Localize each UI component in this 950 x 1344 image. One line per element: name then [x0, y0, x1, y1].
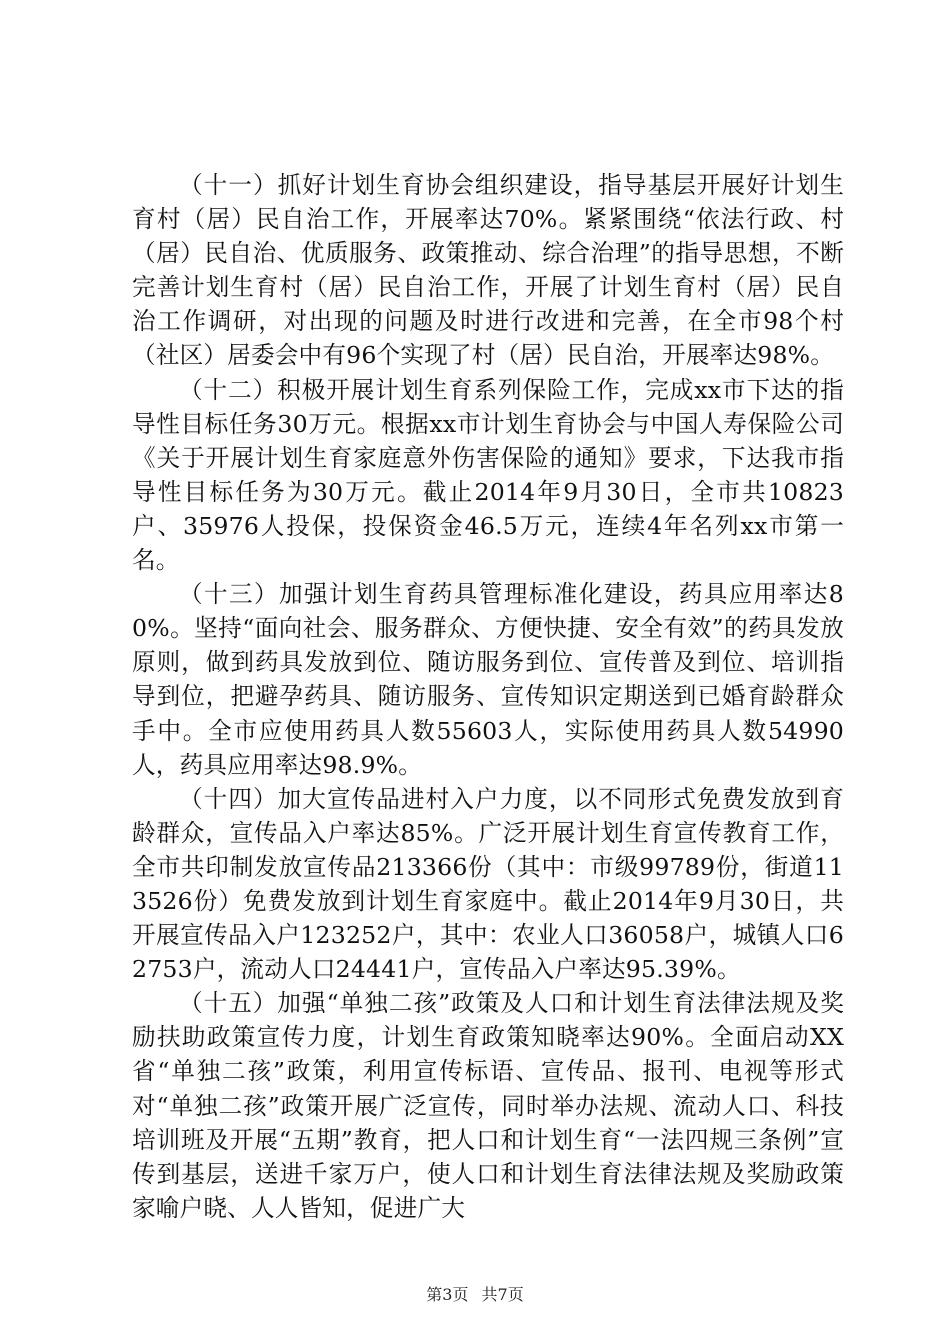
paragraph-12: （十二）积极开展计划生育系列保险工作，完成xx市下达的指导性目标任务30万元。根据xx市计划生育协会与中国人寿保险公司《关于开展计划生育家庭意外伤害保险的通知》要求，下达我市指导性目标任务为30万元。截止2014年9月30日，全市共10823户、35976人投保，投保资金46.5万元，连续4年名列xx市第一名。 — [132, 375, 844, 575]
paragraph-15: （十五）加强“单独二孩”政策及人口和计划生育法律法规及奖励扶助政策宣传力度，计划生育政策知晓率达90%。全面启动XX省“单独二孩”政策，利用宣传标语、宣传品、报刊、电视等形式对“单独二孩”政策开展广泛宣传，同时举办法规、流动人口、科技培训班及开展“五期”教育，把人口和计划生育“一法四规三条例”宣传到基层，送进千家万户，使人口和计划生育法律法规及奖励政策家喻户晓、人人皆知，促进广大 — [132, 989, 844, 1222]
document-body — [132, 168, 844, 1225]
page-number: 第3页 — [426, 1285, 469, 1304]
page-footer — [0, 1285, 950, 1305]
paragraph-11: （十一）抓好计划生育协会组织建设，指导基层开展好计划生育村（居）民自治工作，开展率达70%。紧紧围绕“依法行政、村（居）民自治、优质服务、政策推动、综合治理”的指导思想，不断完善计划生育村（居）民自治工作，开展了计划生育村（居）民自治工作调研，对出现的问题及时进行改进和完善，在全市98个村（社区）居委会中有96个实现了村（居）民自治，开展率达98%。 — [132, 171, 844, 370]
paragraph-14: （十四）加大宣传品进村入户力度，以不同形式免费发放到育龄群众，宣传品入户率达85%。广泛开展计划生育宣传教育工作，全市共印制发放宣传品213366份（其中：市级99789份，街道113526份）免费发放到计划生育家庭中。截止2014年9月30日，共开展宣传品入户123252户，其中：农业人口36058户，城镇人口62753户，流动人口24441户，宣传品入户率达95.39%。 — [132, 784, 844, 984]
paragraph-13: （十三）加强计划生育药具管理标准化建设，药具应用率达80%。坚持“面向社会、服务群众、方便快捷、安全有效”的药具发放原则，做到药具发放到位、随访服务到位、宣传普及到位、培训指导到位，把避孕药具、随访服务、宣传知识定期送到已婚育龄群众手中。全市应使用药具人数55603人，实际使用药具人数54990人，药具应用率达98.9%。 — [132, 580, 844, 779]
page-total: 共7页 — [481, 1285, 524, 1304]
